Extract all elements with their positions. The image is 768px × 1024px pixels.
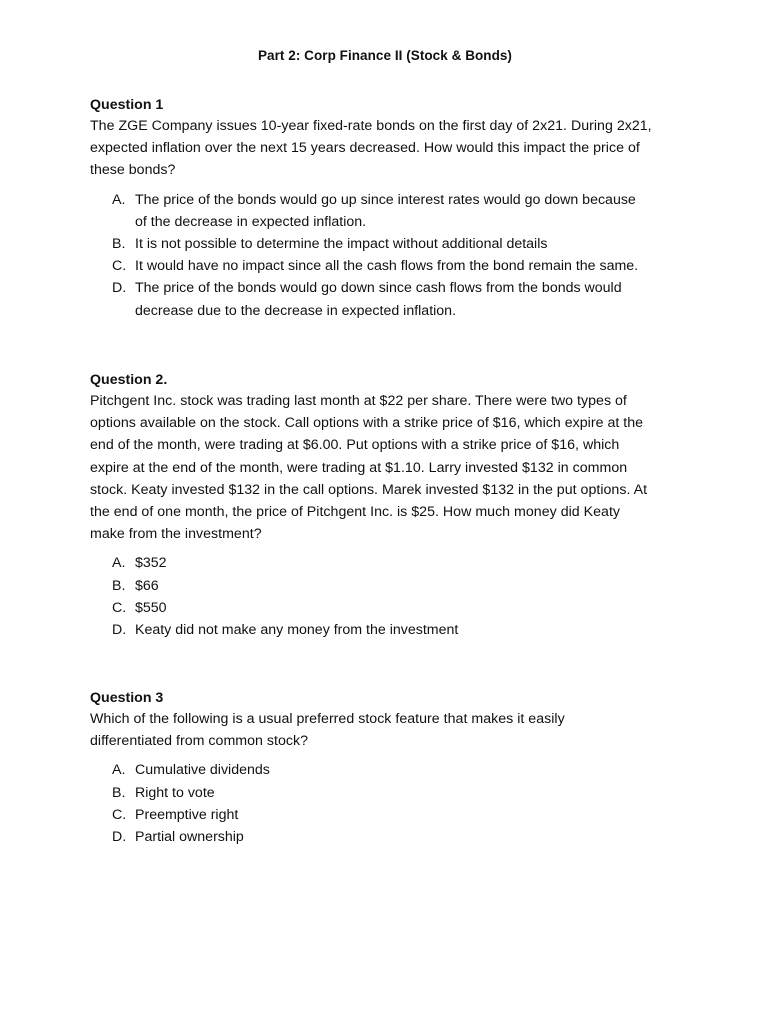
- option-text-line: $66: [135, 577, 159, 594]
- question-text-line: expected inflation over the next 15 years decreased. How would this impact the price of: [90, 140, 640, 157]
- option-b: [90, 782, 680, 804]
- question-2-options: [90, 552, 680, 641]
- question-1-options: [90, 189, 680, 322]
- question-1-text: [90, 115, 680, 182]
- question-1: [90, 95, 680, 322]
- option-a: [90, 759, 680, 781]
- option-d: [90, 826, 680, 848]
- question-3-label: Question 3: [90, 690, 164, 706]
- option-d: [90, 619, 680, 641]
- question-2-label: Question 2.: [90, 372, 168, 388]
- question-2: [90, 370, 680, 641]
- option-d: [90, 277, 680, 321]
- option-text-line: Cumulative dividends: [135, 762, 270, 779]
- option-a: [90, 552, 680, 574]
- option-text-line: Partial ownership: [135, 829, 244, 846]
- option-c: [90, 255, 680, 277]
- option-a: [90, 189, 680, 233]
- option-text-line: Preemptive right: [135, 806, 239, 823]
- question-2-text: [90, 390, 680, 545]
- option-text-line: The price of the bonds would go up since interest rates would go down because: [135, 191, 636, 208]
- option-text-line: Keaty did not make any money from the investment: [135, 622, 459, 639]
- question-1-label: Question 1: [90, 97, 164, 113]
- option-letter: A.: [112, 555, 126, 572]
- question-text-line: Which of the following is a usual preferred stock feature that makes it easily: [90, 711, 565, 727]
- question-text-line: options available on the stock. Call options with a strike price of $16, which expire at the: [90, 415, 644, 432]
- question-text-line: differentiated from common stock?: [90, 733, 309, 750]
- question-text-line: expire at the end of the month, were trading at $1.10. Larry invested $132 in common: [90, 459, 628, 476]
- question-3-options: [90, 759, 680, 848]
- question-text-line: end of the month, were trading at $6.00. Put options with a strike price of $16, which: [90, 437, 620, 454]
- option-text-line: decrease due to the decrease in expected inflation.: [135, 302, 457, 319]
- question-text-line: these bonds?: [90, 162, 176, 179]
- option-letter: B.: [112, 577, 126, 594]
- option-letter: C.: [112, 806, 127, 823]
- option-text-line: It would have no impact since all the cash flows from the bond remain the same.: [135, 258, 639, 275]
- question-3: [90, 688, 680, 848]
- option-letter: D.: [112, 829, 127, 846]
- option-c: [90, 597, 680, 619]
- question-text-line: make from the investment?: [90, 526, 262, 543]
- option-text-line: $352: [135, 555, 167, 572]
- option-text-line: The price of the bonds would go down since cash flows from the bonds would: [135, 280, 622, 297]
- question-text-line: stock. Keaty invested $132 in the call options. Marek invested $132 in the put options. At: [90, 481, 648, 498]
- question-text-line: the end of one month, the price of Pitchgent Inc. is $25. How much money did Keaty: [90, 504, 621, 521]
- option-letter: A.: [112, 762, 126, 779]
- option-letter: D.: [112, 622, 127, 639]
- question-3-text: [90, 708, 680, 752]
- option-letter: B.: [112, 236, 126, 253]
- option-letter: D.: [112, 280, 127, 297]
- option-text-line: Right to vote: [135, 784, 215, 801]
- question-text-line: The ZGE Company issues 10-year fixed-rate bonds on the first day of 2x21. During 2x21,: [90, 118, 652, 134]
- option-letter: C.: [112, 599, 127, 616]
- option-text-line: $550: [135, 599, 167, 616]
- option-b: [90, 233, 680, 255]
- option-letter: A.: [112, 191, 126, 208]
- option-letter: B.: [112, 784, 126, 801]
- document-title: Part 2: Corp Finance II (Stock & Bonds): [258, 48, 512, 63]
- option-text-line: of the decrease in expected inflation.: [135, 213, 367, 230]
- option-b: [90, 575, 680, 597]
- question-text-line: Pitchgent Inc. stock was trading last month at $22 per share. There were two types of: [90, 393, 627, 409]
- option-c: [90, 804, 680, 826]
- option-text-line: It is not possible to determine the impact without additional details: [135, 236, 548, 253]
- option-letter: C.: [112, 258, 127, 275]
